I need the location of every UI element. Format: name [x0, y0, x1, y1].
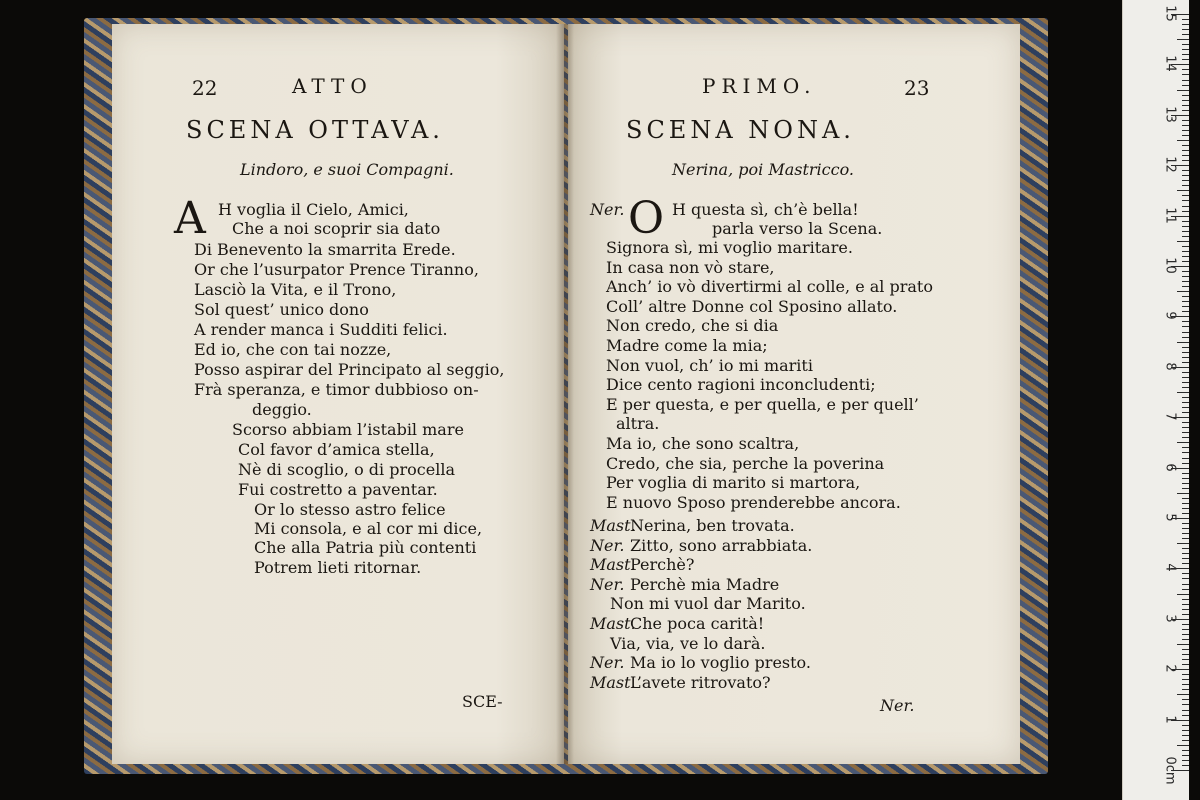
verse-line: Credo, che sia, perche la poverina [606, 453, 885, 473]
ruler-tick [1182, 271, 1189, 272]
verse-line: Che poca carità! [630, 614, 765, 633]
ruler-tick [1182, 69, 1189, 70]
verse-line: Zitto, sono arrabbiata. [630, 535, 813, 555]
ruler-tick [1182, 573, 1189, 574]
verse-line: Perchè? [630, 555, 695, 575]
ruler-tick [1182, 337, 1189, 338]
verse-line: Non mi vuol dar Marito. [610, 594, 806, 614]
ruler-tick [1182, 74, 1189, 75]
ruler-tick [1182, 301, 1189, 302]
verse-line: Mi consola, e al cor mi dice, [254, 519, 483, 538]
ruler-tick [1182, 185, 1189, 186]
ruler-tick [1182, 437, 1189, 438]
ruler-tick [1182, 614, 1189, 615]
page-number: 22 [192, 76, 218, 100]
ruler-tick [1182, 473, 1189, 474]
verse-line: Fui costretto a paventar. [238, 480, 438, 499]
ruler-tick [1182, 195, 1189, 196]
ruler-tick [1182, 85, 1189, 86]
verse-line: Che alla Patria più contenti [254, 538, 477, 557]
verse-line: Anch’ io vò divertirmi al colle, e al prato [606, 277, 933, 297]
ruler-tick [1182, 589, 1189, 590]
ruler-tick [1182, 699, 1189, 700]
verse-line: Ma io, che sono scaltra, [606, 434, 800, 453]
ruler-tick [1182, 377, 1189, 378]
ruler-tick [1182, 135, 1189, 136]
speaker-name: Ner. [590, 653, 625, 673]
ruler-tick [1182, 130, 1189, 131]
ruler-tick [1182, 634, 1189, 635]
ruler-tick [1182, 120, 1189, 121]
ruler-tick [1182, 407, 1189, 408]
ruler-tick [1182, 44, 1189, 45]
ruler-tick [1182, 34, 1189, 35]
ruler-tick [1182, 226, 1189, 227]
ruler-tick [1182, 246, 1189, 247]
ruler-tick [1182, 236, 1189, 237]
ruler-tick [1182, 528, 1189, 529]
ruler-tick [1182, 533, 1189, 534]
verse-line: Posso aspirar del Principato al seggio, [194, 360, 505, 379]
ruler-tick [1182, 508, 1189, 509]
ruler-tick [1182, 689, 1189, 690]
ruler-tick [1182, 110, 1189, 111]
measuring-ruler [1122, 0, 1189, 800]
ruler-tick [1182, 513, 1189, 514]
ruler-tick [1182, 206, 1189, 207]
verse-line: E nuovo Sposo prenderebbe ancora. [606, 492, 901, 512]
ruler-tick [1182, 306, 1189, 307]
catchword: SCE- [462, 692, 503, 711]
ruler-number: 12 [1162, 156, 1178, 173]
verse-line: H questa sì, ch’è bella! [672, 200, 859, 219]
ruler-tick [1182, 296, 1189, 297]
speaker-name: Ner. [590, 200, 625, 219]
ruler-tick [1182, 578, 1189, 579]
ruler-tick [1182, 125, 1189, 126]
ruler-tick [1182, 372, 1189, 373]
ruler-tick [1177, 190, 1189, 191]
ruler-tick [1182, 175, 1189, 176]
ruler-number: 10 [1162, 257, 1178, 274]
verse-line: Madre come la mia; [606, 336, 768, 355]
verse-line: In casa non vò stare, [606, 257, 775, 277]
ruler-number: 14 [1162, 55, 1178, 73]
verse-line: Or che l’usurpator Prence Tiranno, [194, 260, 479, 279]
verse-line: E per questa, e per quella, e per quell’ [606, 394, 919, 414]
ruler-number: 1 [1162, 714, 1178, 724]
verse-line: Ma io lo voglio presto. [630, 653, 811, 673]
verse-line: Per voglia di marito si martora, [606, 473, 861, 493]
ruler-number: 13 [1162, 106, 1178, 123]
ruler-tick [1182, 458, 1189, 459]
verse-line: Dice cento ragioni inconcludenti; [606, 375, 876, 395]
ruler-tick [1177, 90, 1189, 91]
ruler-number: 3 [1162, 614, 1178, 623]
ruler-tick [1182, 422, 1189, 423]
ruler-tick [1182, 553, 1189, 554]
ruler-tick [1182, 604, 1189, 605]
ruler-tick [1182, 760, 1189, 761]
ruler-tick [1177, 241, 1189, 242]
verse-line: Di Benevento la smarrita Erede. [194, 240, 456, 259]
ruler-tick [1177, 543, 1189, 544]
verse-line: Ed io, che con tai nozze, [194, 340, 392, 359]
ruler-tick [1182, 503, 1189, 504]
ruler-tick [1182, 170, 1189, 171]
ruler-tick [1182, 402, 1189, 403]
ruler-tick [1182, 498, 1189, 499]
ruler-number: 7 [1162, 412, 1178, 421]
ruler-tick [1182, 276, 1189, 277]
ruler-tick [1182, 251, 1189, 252]
ruler-tick [1182, 160, 1189, 161]
verse-line: Signora sì, mi voglio maritare. [606, 238, 853, 257]
ruler-tick [1177, 140, 1189, 141]
ruler-number: 8 [1162, 362, 1178, 371]
ruler-number: 6 [1162, 462, 1178, 472]
ruler-tick [1182, 639, 1189, 640]
scene-title: SCENA NONA. [626, 116, 855, 144]
ruler-tick [1182, 624, 1189, 625]
ruler-number: 5 [1162, 513, 1178, 522]
ruler-tick [1182, 674, 1189, 675]
verse-line: Non vuol, ch’ io mi mariti [606, 355, 813, 375]
verse-line: Potrem lieti ritornar. [254, 558, 422, 577]
ruler-tick [1182, 150, 1189, 151]
ruler-tick [1182, 558, 1189, 559]
ruler-tick [1182, 332, 1189, 333]
ruler-tick [1177, 745, 1189, 746]
speaker-name: Mast. [590, 555, 636, 575]
ruler-tick [1182, 397, 1189, 398]
ruler-tick [1182, 19, 1189, 20]
ruler-tick [1182, 256, 1189, 257]
ruler-tick [1182, 609, 1189, 610]
running-head: PRIMO. [702, 74, 817, 98]
stage-direction: parla verso la Scena. [712, 219, 883, 238]
ruler-tick [1182, 286, 1189, 287]
ruler-number: 15 [1162, 5, 1178, 22]
catchword: Ner. [880, 696, 915, 715]
verse-line: deggio. [252, 400, 312, 419]
ruler-tick [1177, 442, 1189, 443]
ruler-tick [1182, 387, 1189, 388]
ruler-tick [1182, 664, 1189, 665]
verse-line: Che a noi scoprir sia dato [232, 219, 441, 238]
verse-line: L’avete ritrovato? [630, 672, 771, 692]
ruler-number: 4 [1162, 563, 1178, 573]
ruler-tick [1182, 478, 1189, 479]
ruler-tick [1182, 321, 1189, 322]
ruler-tick [1182, 447, 1189, 448]
character-list: Lindoro, e suoi Compagni. [240, 160, 454, 179]
ruler-number: 11 [1162, 206, 1178, 224]
ruler-tick [1182, 463, 1189, 464]
verse-line: H voglia il Cielo, Amici, [218, 200, 409, 219]
ruler-tick [1182, 95, 1189, 96]
ruler-tick [1182, 523, 1189, 524]
verse-line: Non credo, che si dia [606, 316, 779, 336]
ruler-tick [1182, 684, 1189, 685]
ruler-number: 9 [1162, 311, 1178, 321]
verse-line: Col favor d’amica stella, [238, 440, 435, 459]
verse-line: Perchè mia Madre [630, 574, 780, 594]
page-number: 23 [904, 76, 930, 100]
ruler-tick [1182, 710, 1189, 711]
ruler-tick [1182, 231, 1189, 232]
ruler-tick [1182, 649, 1189, 650]
ruler-tick [1182, 432, 1189, 433]
ruler-tick [1177, 644, 1189, 645]
ruler-number: 0cm [1162, 756, 1178, 785]
ruler-tick [1177, 39, 1189, 40]
ruler-tick [1182, 563, 1189, 564]
ruler-tick [1182, 180, 1189, 181]
ruler-tick [1182, 715, 1189, 716]
ruler-tick [1182, 347, 1189, 348]
ruler-tick [1182, 352, 1189, 353]
ruler-tick [1182, 105, 1189, 106]
ruler-tick [1177, 493, 1189, 494]
ruler-tick [1182, 704, 1189, 705]
ruler-tick [1182, 750, 1189, 751]
ruler-tick [1182, 362, 1189, 363]
ruler-tick [1182, 155, 1189, 156]
ruler-tick [1182, 629, 1189, 630]
verse-line: Frà speranza, e timor dubbioso on- [194, 380, 479, 399]
ruler-tick [1182, 755, 1189, 756]
verse-line: Via, via, ve lo darà. [610, 633, 766, 653]
character-list: Nerina, poi Mastricco. [672, 160, 855, 179]
ruler-tick [1182, 29, 1189, 30]
verse-line: Sol quest’ unico dono [194, 300, 369, 319]
ruler-tick [1177, 392, 1189, 393]
speaker-name: Mast. [590, 672, 636, 692]
verse-line: Scorso abbiam l’istabil mare [232, 420, 464, 439]
ruler-number: 2 [1162, 664, 1178, 673]
ruler-tick [1182, 548, 1189, 549]
ruler-tick [1182, 357, 1189, 358]
speaker-name: Ner. [590, 574, 625, 594]
ruler-tick [1182, 145, 1189, 146]
ruler-tick [1182, 679, 1189, 680]
ruler-tick [1182, 24, 1189, 25]
ruler-tick [1177, 694, 1189, 695]
ruler-tick [1182, 538, 1189, 539]
verse-line: Coll’ altre Donne col Sposino allato. [606, 296, 898, 316]
ruler-tick [1182, 59, 1189, 60]
ruler-tick [1182, 412, 1189, 413]
ruler-tick [1177, 342, 1189, 343]
ruler-tick [1182, 281, 1189, 282]
ruler-tick [1177, 594, 1189, 595]
ruler-tick [1182, 54, 1189, 55]
ruler-tick [1182, 725, 1189, 726]
drop-cap: A [174, 193, 206, 244]
ruler-tick [1182, 488, 1189, 489]
ruler-tick [1182, 599, 1189, 600]
ruler-tick [1182, 659, 1189, 660]
ruler-tick [1182, 654, 1189, 655]
verse-line: Lasciò la Vita, e il Trono, [194, 280, 397, 299]
scene-title: SCENA OTTAVA. [186, 116, 444, 144]
ruler-tick [1182, 452, 1189, 453]
ruler-tick [1182, 765, 1189, 766]
verse-line: Or lo stesso astro felice [254, 500, 446, 519]
verse-line: Nerina, ben trovata. [630, 516, 795, 535]
running-head: ATTO [292, 74, 373, 98]
verse-line: A render manca i Sudditi felici. [194, 320, 448, 339]
ruler-tick [1182, 740, 1189, 741]
verse-line: Nè di scoglio, o di procella [238, 460, 455, 479]
ruler-tick [1182, 100, 1189, 101]
book-gutter [556, 24, 574, 764]
ruler-tick [1182, 730, 1189, 731]
ruler-tick [1182, 80, 1189, 81]
verse-line: altra. [616, 414, 660, 434]
ruler-tick [1182, 261, 1189, 262]
ruler-tick [1182, 584, 1189, 585]
ruler-tick [1182, 735, 1189, 736]
ruler-tick [1177, 291, 1189, 292]
ruler-tick [1182, 221, 1189, 222]
ruler-tick [1182, 483, 1189, 484]
ruler-tick [1182, 326, 1189, 327]
ruler-tick [1182, 382, 1189, 383]
ruler-tick [1182, 427, 1189, 428]
ruler-tick [1182, 211, 1189, 212]
ruler-tick [1182, 200, 1189, 201]
ruler-tick [1182, 311, 1189, 312]
speaker-name: Mast. [590, 614, 636, 633]
speaker-name: Ner. [590, 535, 625, 555]
speaker-name: Mast. [590, 516, 636, 535]
drop-cap: O [628, 193, 665, 244]
ruler-tick [1182, 49, 1189, 50]
